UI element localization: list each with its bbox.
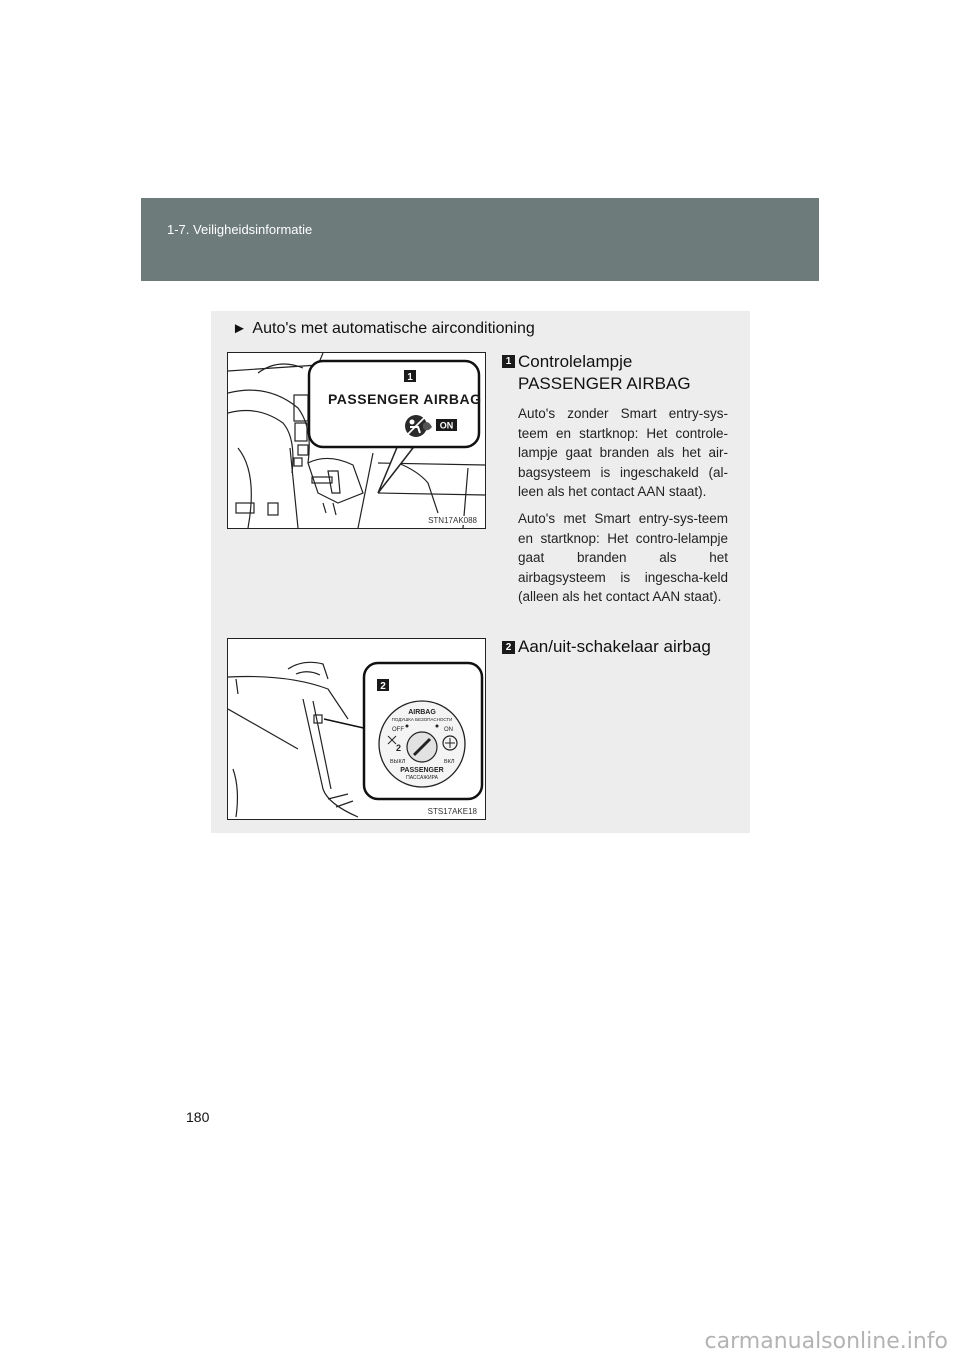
figure1-on-badge: ON	[439, 420, 454, 431]
switch-title: AIRBAG	[408, 709, 436, 716]
dashboard-illustration	[228, 353, 485, 528]
item1-title-line2: PASSENGER AIRBAG	[518, 374, 691, 393]
item1-title-line1: Controlelampje	[518, 352, 633, 371]
switch-on-label: ON	[444, 727, 453, 733]
switch-illustration	[228, 639, 485, 819]
item1-paragraph-2: Auto's met Smart entry-sys-teem en startknop: Het contro-lelampje gaat branden als het airbagsysteem is ingescha-keld (alleen als het contact AAN staat).	[518, 511, 728, 604]
switch-off-label: OFF	[392, 727, 404, 733]
figure1-code: STN17AK088	[428, 516, 477, 525]
figure-airbag-switch	[227, 638, 486, 820]
switch-passenger-label: PASSENGER	[400, 767, 444, 774]
switch-subtitle: ПОДУШКА БЕЗОПАСНОСТИ	[391, 717, 453, 722]
item2-number-badge: 2	[502, 641, 515, 654]
watermark: carmanualsonline.info	[704, 1329, 948, 1354]
airbag-on-icon	[443, 736, 457, 750]
figure-dashboard-indicator	[227, 352, 486, 529]
svg-text:2: 2	[396, 743, 402, 753]
figure1-callout-number: 1	[407, 372, 413, 383]
subheading	[232, 320, 535, 338]
triangle-marker-icon: ►	[232, 320, 247, 337]
figure2-code: STS17AKE18	[427, 807, 477, 816]
page-number: 180	[186, 1109, 210, 1125]
item2-title: Aan/uit-schakelaar airbag	[518, 637, 711, 656]
section-label: 1-7. Veiligheidsinformatie	[167, 222, 313, 237]
switch-off-ru-label: ВЫКЛ	[390, 759, 406, 765]
section-header-band	[141, 198, 819, 281]
item1-number-badge: 1	[502, 355, 515, 368]
subheading-text: Auto's met automatische airconditioning	[252, 320, 535, 337]
switch-on-ru-label: ВКЛ	[444, 759, 455, 765]
figure1-callout-title: PASSENGER AIRBAG	[328, 391, 482, 407]
switch-passenger-ru-label: ПАССАЖИРА	[406, 775, 438, 781]
figure2-callout-number: 2	[380, 681, 386, 692]
item1-paragraph-1: Auto's zonder Smart entry-sys-teem en startknop: Het controle-lampje gaat branden als het air-bagsysteem is ingeschakeld (al-leen als het contact AAN staat).	[518, 406, 728, 499]
